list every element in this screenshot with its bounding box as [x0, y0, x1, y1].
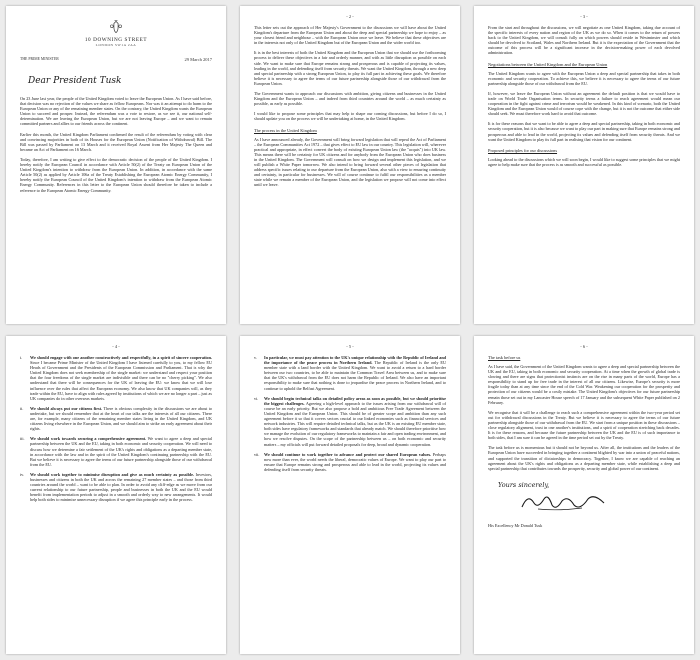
royal-crest-icon [109, 20, 123, 34]
item-bold: We should work towards securing a comprehensive agreement. [30, 436, 147, 442]
list-item [20, 436, 212, 467]
paragraph: We recognise that it will be a challenge to reach such a comprehensive agreement within the two-year period set out for withdrawal discussions in the Treaty. But we believe it is necessary to agree the terms of our future partnership alongside those of our withdrawal from the EU. We start from a unique position in these discussions – close regulatory alignment, trust in one another's institutions, and a spirit of cooperation stretching back decades. It is for these reasons, and because the future partnership between the UK and the EU is of such importance to both sides, that I am sure it can be agreed in the time period set out by the Treaty. [488, 409, 680, 441]
item-body: There is obvious complexity in the discussions we are about to undertake, but we should remember that at the heart of our talks are the interests of all our citizens. There are, for example, many citizens of the remaining member states living in the United Kingdom, and UK citizens living elsewhere in the European Union, and we should aim to strike an early agreement about their rights. [30, 405, 212, 432]
paragraph: Today, therefore, I am writing to give effect to the democratic decision of the people of the United Kingdom. I hereby notify the European Council in accordance with Article 50(2) of the Treaty on European Union of the United Kingdom's intention to withdraw from the European Union. In addition, in accordance with the same Article 50(2) as applied by Article 106a of the Treaty Establishing the European Atomic Energy Community, I hereby notify the European Council of the United Kingdom's intention to withdraw from the European Atomic Energy Community. References in this letter to the European Union should therefore be taken to include a reference to the European Atomic Energy Community. [20, 156, 212, 193]
paragraph: The United Kingdom wants to agree with the European Union a deep and special partnership that takes in both economic and security cooperation. To achieve this, we believe it is necessary to agree the terms of our future partnership alongside those of our withdrawal from the EU. [488, 70, 680, 86]
paragraph: Looking ahead to the discussions which we will soon begin, I would like to suggest some principles that we might agree to help make sure that the process is as smooth and successful as possible. [488, 156, 680, 167]
letter-page-6 [474, 336, 694, 654]
paragraph: From the start and throughout the discussions, we will negotiate as one United Kingdom, taking due account of the specific interests of every nation and region of the UK as we do so. When it comes to the return of powers back to the United Kingdom, we will consult fully on which powers should reside in Westminster and which should be devolved to Scotland, Wales and Northern Ireland. But it is the expectation of the Government that the outcome of this process will be a significant increase in the decision-making power of each devolved administration. [488, 25, 680, 56]
closing-line: Yours sincerely, [498, 480, 550, 489]
page-number: - 2 - [346, 14, 354, 19]
item-text [264, 355, 446, 391]
section-heading: Proposed principles for our discussions [488, 147, 558, 153]
item-body: Perhaps now more than ever, the world needs the liberal, democratic values of Europe. We want to play our part to ensure that Europe remains strong and prosperous and able to lead in the world, projecting its values and defending itself from security threats. [264, 451, 446, 472]
item-bold: In particular, we must pay attention to the UK's unique relationship with the Republic of Ireland and the importance of the peace process in Northern Ireland. [264, 355, 446, 366]
item-bold: We should begin technical talks on detailed policy areas as soon as possible, but we should prioritise the biggest challenges. [264, 395, 446, 406]
paragraph: This letter sets out the approach of Her Majesty's Government to the discussions we will have about the United Kingdom's departure from the European Union and about the deep and special partnership we hope to enjoy – as your closest friend and neighbour – with the European Union once we leave. We believe that these objectives are in the interests not only of the United Kingdom but of the European Union and the wider world too. [254, 25, 446, 46]
page-number: - 5 - [346, 344, 354, 349]
paragraph: The task before us is momentous but it should not be beyond us. After all, the institutions and the leaders of the European Union have succeeded in bringing together a continent blighted by war into a union of peaceful nations, and supported the transition of dictatorships to democracy. Together, I know we are capable of reaching an agreement about the UK's rights and obligations as a departing member state, while establishing a deep and special partnership that contributes towards the prosperity, security and global power of our continent. [488, 445, 680, 471]
item-body: We want to agree a deep and special partnership between the UK and the EU, taking in both economic and security cooperation. We will need to discuss how we determine a fair settlement of the UK's rights and obligations as a departing member state, in accordance with the law and in the spirit of the United Kingdom's continuing partnership with the EU. But we believe it is necessary to agree the terms of our future partnership alongside those of our withdrawal from the EU. [30, 436, 213, 467]
paragraph: It is in the best interests of both the United Kingdom and the European Union that we should use the forthcoming process to deliver these objectives in a fair and orderly manner, and with as little disruption as possible on each side. We want to make sure that Europe remains strong and prosperous and is capable of projecting its values, leading in the world, and defending itself from security threats. We want the United Kingdom, through a new deep and special partnership with a strong European Union, to play its full part in achieving these goals. We therefore believe it is necessary to agree the terms of our future partnership alongside those of our withdrawal from the European Union. [254, 50, 446, 86]
recipient-name: His Excellency Mr Donald Tusk [488, 522, 543, 528]
paragraph: As I have said, the Government of the United Kingdom wants to agree a deep and special partnership between the UK and the EU, taking in both economic and security cooperation. At a time when the growth of global trade is slowing and there are signs that protectionist instincts are on the rise in many parts of the world, Europe has a responsibility to stand up for free trade in the interest of all our citizens. Likewise, Europe's security is more fragile today than at any time since the end of the Cold War. Weakening our cooperation for the prosperity and protection of our citizens would be a costly mistake. The United Kingdom's objectives for our future partnership remain those set out in my Lancaster House speech of 17 January and the subsequent White Paper published on 2 February. [488, 364, 680, 405]
office-label: THE PRIME MINISTER [20, 57, 59, 61]
letterhead-address: 10 DOWNING STREET [84, 37, 148, 43]
section-heading: The process in the United Kingdom [254, 127, 317, 133]
item-text [264, 452, 446, 472]
item-number: iii. [20, 436, 25, 442]
item-number: v. [254, 355, 257, 360]
letter-meta-row [20, 57, 212, 62]
letter-page-4 [6, 336, 226, 654]
item-text [30, 436, 212, 467]
letter-date: 29 March 2017 [184, 57, 212, 62]
list-item [20, 472, 212, 503]
signature-icon [518, 491, 608, 513]
principles-list [254, 355, 446, 472]
list-item [254, 355, 446, 391]
item-body: The Republic of Ireland is the only EU member state with a land border with the United Kingdom. We want to avoid a return to a hard border between our two countries, to be able to maintain the Common Travel Area between us, and to make sure that the UK's withdrawal from the EU does not harm the Republic of Ireland. We also have an important responsibility to make sure that nothing is done to jeopardise the peace process in Northern Ireland, and to continue to uphold the Belfast Agreement. [264, 360, 446, 391]
paragraph: As I have announced already, the Government will bring forward legislation that will repeal the Act of Parliament – the European Communities Act 1972 – that gives effect to EU law in our country. This legislation will, wherever practical and appropriate, in effect convert the body of existing European Union law (the "acquis") into UK law. This means there will be certainty for UK citizens and for anybody from the European Union who does business in the United Kingdom. The Government will consult on how we design and implement this legislation, and we will publish a White Paper tomorrow. We also intend to bring forward several other pieces of legislation that address specific issues relating to our departure from the European Union, also with a view to ensuring continuity and certainty, in particular for businesses. We will of course continue to fulfil our responsibilities as a member state while we remain a member of the European Union, and the legislation we propose will not come into effect until we leave. [254, 136, 446, 188]
item-bold: We should continue to work together to advance and protect our shared European values. [264, 451, 432, 457]
item-bold: We should work together to minimise disruption and give as much certainty as possible. [30, 471, 194, 477]
paragraph: I would like to propose some principles that may help to shape our coming discussions, but before I do so, I should update you on the process we will be undertaking at home, in the United Kingdom. [254, 111, 446, 122]
item-number: ii. [20, 405, 24, 411]
page-number: - 4 - [112, 344, 120, 349]
paragraph: If, however, we leave the European Union without an agreement the default position is that we would have to trade on World Trade Organisation terms. In security terms a failure to reach agreement would mean our cooperation in the fight against crime and terrorism would be weakened. In this kind of scenario, both the United Kingdom and the European Union would of course cope with the change, but it is not the outcome that either side should seek. We must therefore work hard to avoid that outcome. [488, 90, 680, 117]
section-heading: Negotiations between the United Kingdom and the European Union [488, 61, 608, 67]
list-item [20, 355, 212, 401]
letter-page-5 [240, 336, 460, 654]
item-number: vi. [254, 395, 259, 401]
list-item [254, 452, 446, 472]
letterhead-city: LONDON SW1A 2AA [95, 43, 137, 47]
salutation: Dear President Tusk [28, 76, 122, 86]
letter-page-2 [240, 6, 460, 324]
item-number: vii. [254, 451, 260, 457]
page-number: - 3 - [580, 14, 588, 19]
item-text [30, 406, 212, 431]
letter-page-1 [6, 6, 226, 324]
item-body: Agreeing a high-level approach to the issues arising from our withdrawal will of course be an early priority. But we also propose a bold and ambitious Free Trade Agreement between the United Kingdom and the European Union. This should be of greater scope and ambition than any such agreement before it so that it covers sectors crucial to our linked economies such as financial services and network industries. This will require detailed technical talks, but as the UK is an existing EU member state, both sides have regulatory frameworks and standards that already match. We should therefore prioritise how we manage the evolution of our regulatory frameworks to maintain a fair and open trading environment, and how we resolve disputes. On the scope of the partnership between us – on both economic and security matters – my officials will put forward detailed proposals for deep, broad and dynamic cooperation. [264, 400, 446, 447]
list-item [20, 406, 212, 431]
item-bold: We should engage with one another constructively and respectfully, in a spirit of sincere cooperation. [30, 355, 212, 360]
item-text [30, 472, 212, 503]
letter-page-3 [474, 6, 694, 324]
paragraph: On 23 June last year, the people of the United Kingdom voted to leave the European Union. As I have said before, that decision was no rejection of the values we share as fellow Europeans. Nor was it an attempt to do harm to the European Union or any of the remaining member states. On the contrary, the United Kingdom wants the European Union to succeed and prosper. Instead, the referendum was a vote to restore, as we see it, our national self-determination. We are leaving the European Union, but we are not leaving Europe – and we want to remain committed partners and allies to our friends across the continent. [20, 96, 212, 127]
paragraph: The Government wants to approach our discussions with ambition, giving citizens and businesses in the United Kingdom and the European Union – and indeed from third countries around the world – as much certainty as possible, as early as possible. [254, 91, 446, 107]
item-bold: We should always put our citizens first. [30, 405, 103, 411]
paragraph: It is for these reasons that we want to be able to agree a deep and special partnership, taking in both economic and security cooperation, but it is also because we want to play our part in making sure that Europe remains strong and prosperous and able to lead in the world, projecting its values and defending itself from security threats. And we want the United Kingdom to play its full part in realising that vision for our continent. [488, 121, 680, 142]
principles-list [20, 355, 212, 502]
paragraph: Earlier this month, the United Kingdom Parliament confirmed the result of the referendum by voting with clear and convincing majorities in both of its Houses for the European Union (Notification of Withdrawal) Bill. The Bill was passed by Parliament on 13 March and it received Royal Assent from Her Majesty The Queen and became an Act of Parliament on 16 March. [20, 131, 212, 152]
item-body: Since I became Prime Minister of the United Kingdom I have listened carefully to you, to my fellow EU Heads of Government and the Presidents of the European Commission and Parliament. That is why the United Kingdom does not seek membership of the single market: we understand and respect your position that the four freedoms of the single market are indivisible and there can be no "cherry picking". We also understand that there will be consequences for the UK of leaving the EU: we know that we will lose influence over the rules that affect the European economy. We also know that UK companies will, as they trade within the EU, have to align with rules agreed by institutions of which we are no longer a part – just as UK companies do in other overseas markets. [30, 360, 212, 401]
item-number: i. [20, 355, 23, 360]
item-text [30, 355, 212, 401]
item-body: Investors, businesses and citizens in both the UK and across the remaining 27 member states – and those from third countries around the world – want to be able to plan. In order to avoid any cliff-edge as we move from our current relationship to our future partnership, people and businesses in both the UK and the EU would benefit from implementation periods to adjust in a smooth and orderly way to new arrangements. It would help both sides to minimise unnecessary disruption if we agree this principle early in the process. [30, 471, 213, 503]
section-heading: The task before us [488, 355, 521, 360]
page-number: - 6 - [580, 344, 588, 349]
list-item [254, 396, 446, 447]
item-number: iv. [20, 471, 25, 477]
item-text [264, 396, 446, 447]
